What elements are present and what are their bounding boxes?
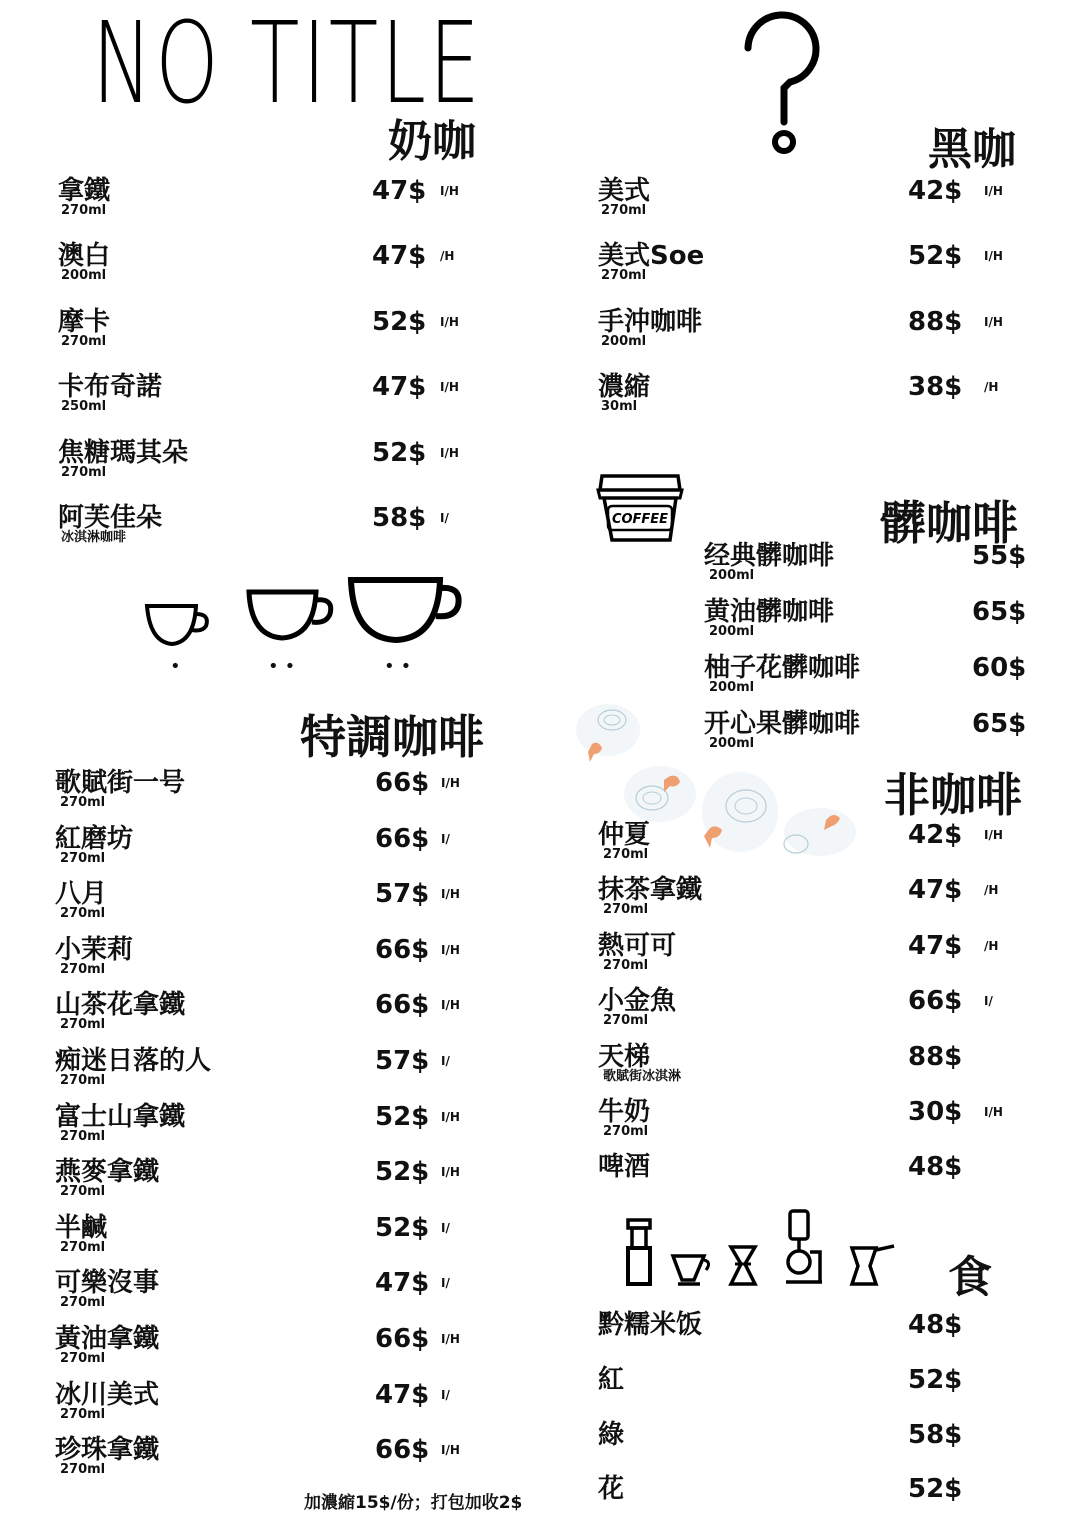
medium-cup-icon [246,586,336,644]
menu-item-price: 52$ [372,438,427,468]
section-title-black-coffee: 黑咖 [928,124,1016,175]
small-cup-icon [144,600,214,650]
cup-size-dots-small: • [170,656,181,677]
menu-item [55,768,460,820]
cup-size-dots-medium: •• [268,656,302,677]
menu-item-temperature: I/H [984,249,1003,263]
menu-item-price: 88$ [908,307,963,337]
menu-item-temperature: I/H [440,184,459,198]
menu-item-volume: 270ml [60,1407,106,1422]
menu-item-price: 42$ [908,820,963,850]
menu-item-temperature: I/H [984,184,1003,198]
menu-item-temperature: I/H [984,828,1003,842]
question-mark-icon [742,10,822,160]
menu-item-name: 美式 [598,176,651,206]
menu-item-temperature: /H [440,249,455,263]
menu-item-volume: 270ml [60,1017,106,1032]
menu-item-volume: 250ml [61,399,107,414]
menu-item [598,307,1003,359]
menu-item-temperature: I/H [440,315,459,329]
menu-item-price: 47$ [372,176,427,206]
menu-item [55,1380,455,1432]
menu-item-price: 47$ [908,931,963,961]
menu-item-temperature: I/H [441,1443,460,1457]
menu-item-price: 47$ [908,875,963,905]
menu-item-price: 65$ [972,597,1027,627]
chemex-icon [726,1244,760,1288]
logo-title: NO TITLE [92,0,483,129]
goldfish-icon [570,700,860,860]
menu-item-name: 珍珠拿鐵 [55,1435,160,1465]
large-cup-icon [348,574,464,646]
menu-item-name: 八月 [55,879,108,909]
menu-item-price: 52$ [375,1102,430,1132]
menu-item-temperature: I/H [984,1105,1003,1119]
footer-note: 加濃縮15$/份；打包加收2$ [304,1493,523,1513]
menu-item-volume: 200ml [709,680,755,695]
menu-item [58,503,452,555]
menu-item [598,1365,988,1417]
menu-item [704,597,1052,649]
menu-item [598,1310,988,1362]
menu-item-temperature: I/H [441,998,460,1012]
menu-item-volume: 270ml [60,851,106,866]
menu-item-price: 66$ [375,768,430,798]
menu-item-volume: 270ml [60,1184,106,1199]
menu-item-name: 天梯 [598,1042,651,1072]
menu-item-price: 47$ [375,1380,430,1410]
section-title-dirty-coffee: 髒咖啡 [880,496,1018,550]
menu-item-name: 拿鐵 [58,176,111,206]
menu-item-volume: 歌賦街冰淇淋 [603,1069,682,1084]
menu-item-temperature: I/H [441,943,460,957]
menu-item [55,1435,460,1487]
menu-item-price: 55$ [972,541,1027,571]
menu-item-name: 冰川美式 [55,1380,160,1410]
menu-item-volume: 270ml [60,1462,106,1477]
menu-item [704,653,1052,705]
menu-item [55,1213,455,1265]
menu-item-name: 山茶花拿鐵 [55,990,186,1020]
menu-item [55,935,460,987]
menu-item-name: 痴迷日落的人 [55,1046,212,1076]
menu-item-temperature: I/ [984,994,993,1008]
menu-item [58,176,459,228]
menu-item-price: 58$ [908,1420,963,1450]
menu-item-price: 52$ [908,241,963,271]
menu-item-volume: 270ml [601,203,647,218]
menu-item [598,372,999,424]
menu-item-name: 牛奶 [598,1097,651,1127]
menu-item-price: 66$ [375,935,430,965]
menu-item [598,241,1003,293]
menu-item-price: 66$ [908,986,963,1016]
menu-item-price: 52$ [908,1365,963,1395]
menu-item-price: 47$ [375,1268,430,1298]
menu-item-name: 黔糯米饭 [598,1310,703,1340]
menu-item [55,1324,460,1376]
menu-item-name: 阿芙佳朵 [58,503,163,533]
menu-item-price: 66$ [375,824,430,854]
menu-item-price: 52$ [375,1157,430,1187]
menu-item-volume: 270ml [61,465,107,480]
menu-item [598,1420,988,1472]
menu-item [598,986,993,1038]
section-title-non-coffee: 非咖啡 [884,768,1022,822]
menu-item-volume: 270ml [603,902,649,917]
menu-item-name: 黃油拿鐵 [55,1324,160,1354]
siphon-icon [780,1208,828,1288]
menu-item-price: 30$ [908,1097,963,1127]
moka-pot-icon [846,1244,896,1288]
menu-item-name: 经典髒咖啡 [704,541,835,571]
menu-item-name: 熱可可 [598,931,677,961]
menu-item-volume: 270ml [603,847,649,862]
menu-item-name: 花 [598,1474,625,1504]
cup-size-dots-large: •• [384,656,418,677]
menu-item-temperature: I/ [441,1276,450,1290]
menu-item-name: 手沖咖啡 [598,307,703,337]
menu-item-volume: 270ml [603,958,649,973]
section-title-special-coffee: 特調咖啡 [300,710,484,764]
menu-item [598,1097,1003,1149]
menu-item-price: 52$ [375,1213,430,1243]
menu-item [58,241,455,293]
menu-item-temperature: I/ [441,1388,450,1402]
menu-item [598,1152,988,1204]
menu-item-price: 57$ [375,1046,430,1076]
menu-item-price: 66$ [375,1324,430,1354]
menu-item-name: 紅 [598,1365,625,1395]
menu-item-volume: 270ml [601,268,647,283]
menu-item-name: 小金魚 [598,986,677,1016]
menu-item-volume: 270ml [60,1129,106,1144]
menu-item-temperature: I/ [440,511,449,525]
menu-item-volume: 270ml [603,1013,649,1028]
menu-item-temperature: /H [984,380,999,394]
aeropress-icon [622,1218,656,1288]
menu-item-volume: 270ml [61,203,107,218]
menu-item-price: 48$ [908,1310,963,1340]
menu-item-temperature: I/ [441,832,450,846]
menu-item [598,176,1003,228]
menu-item-name: 半鹹 [55,1213,108,1243]
menu-item-volume: 270ml [603,1124,649,1139]
menu-item-price: 65$ [972,709,1027,739]
menu-item-name: 抹茶拿鐵 [598,875,703,905]
menu-item-price: 52$ [372,307,427,337]
menu-item-name: 黄油髒咖啡 [704,597,835,627]
menu-item [598,875,999,927]
menu-item [704,541,1052,593]
menu-item [55,879,460,931]
menu-item-name: 歌賦街一号 [55,768,186,798]
coffee-cup-icon [594,472,686,544]
menu-item-volume: 270ml [60,795,106,810]
menu-item [58,372,459,424]
menu-item [58,438,459,490]
menu-item [598,1474,988,1526]
menu-item-volume: 270ml [60,1295,106,1310]
menu-item-name: 焦糖瑪其朵 [58,438,189,468]
menu-item [58,307,459,359]
menu-item-volume: 30ml [601,399,638,414]
menu-item-volume: 200ml [61,268,107,283]
menu-item-temperature: I/H [440,380,459,394]
coffee-cup-label: COFFEE [611,512,669,527]
section-title-food: 食 [948,1252,992,1303]
menu-item-name: 紅磨坊 [55,824,134,854]
menu-item-price: 57$ [375,879,430,909]
dripper-icon [670,1252,712,1288]
menu-item-temperature: I/H [440,446,459,460]
menu-item-price: 58$ [372,503,427,533]
menu-item-name: 仲夏 [598,820,651,850]
menu-item [55,1157,460,1209]
menu-item [55,1268,455,1320]
menu-item-name: 可樂沒事 [55,1268,160,1298]
menu-item-name: 燕麥拿鐵 [55,1157,160,1187]
menu-item [55,824,455,876]
menu-item-name: 美式Soe [598,241,705,271]
menu-item-price: 48$ [908,1152,963,1182]
menu-item-volume: 冰淇淋咖啡 [61,530,127,545]
menu-item-temperature: I/ [441,1221,450,1235]
menu-item-volume: 200ml [709,624,755,639]
menu-item-volume: 200ml [601,334,647,349]
menu-item [598,931,999,983]
menu-item [55,1102,460,1154]
menu-item-name: 小茉莉 [55,935,134,965]
menu-item-volume: 270ml [61,334,107,349]
menu-item-price: 42$ [908,176,963,206]
menu-item-temperature: I/H [441,776,460,790]
menu-item-name: 濃縮 [598,372,651,402]
menu-item-name: 开心果髒咖啡 [704,709,861,739]
menu-item [55,990,460,1042]
menu-item [598,1042,988,1094]
menu-item-volume: 200ml [709,568,755,583]
menu-item-volume: 270ml [60,962,106,977]
menu-item-temperature: /H [984,939,999,953]
menu-item-price: 66$ [375,1435,430,1465]
menu-item-price: 47$ [372,372,427,402]
menu-item-price: 52$ [908,1474,963,1504]
menu-item-temperature: I/H [441,887,460,901]
menu-item-price: 88$ [908,1042,963,1072]
menu-item-temperature: /H [984,883,999,897]
menu-item-volume: 270ml [60,1351,106,1366]
menu-item-volume: 200ml [709,736,755,751]
menu-item-name: 澳白 [58,241,111,271]
menu-item-price: 66$ [375,990,430,1020]
menu-item-volume: 270ml [60,1073,106,1088]
menu-item-price: 60$ [972,653,1027,683]
menu-item [55,1046,455,1098]
menu-item-name: 卡布奇諾 [58,372,163,402]
menu-item-price: 38$ [908,372,963,402]
menu-item-name: 柚子花髒咖啡 [704,653,861,683]
menu-item-temperature: I/H [441,1332,460,1346]
menu-item-name: 摩卡 [58,307,111,337]
menu-item-name: 啤酒 [598,1152,651,1182]
menu-item-volume: 270ml [60,906,106,921]
menu-item-temperature: I/H [441,1110,460,1124]
menu-item-volume: 270ml [60,1240,106,1255]
menu-item-temperature: I/ [441,1054,450,1068]
section-title-milk-coffee: 奶咖 [388,116,476,167]
menu-item-name: 富士山拿鐵 [55,1102,186,1132]
menu-item-price: 47$ [372,241,427,271]
menu-item-temperature: I/H [984,315,1003,329]
menu-item-name: 綠 [598,1420,625,1450]
menu-item-temperature: I/H [441,1165,460,1179]
